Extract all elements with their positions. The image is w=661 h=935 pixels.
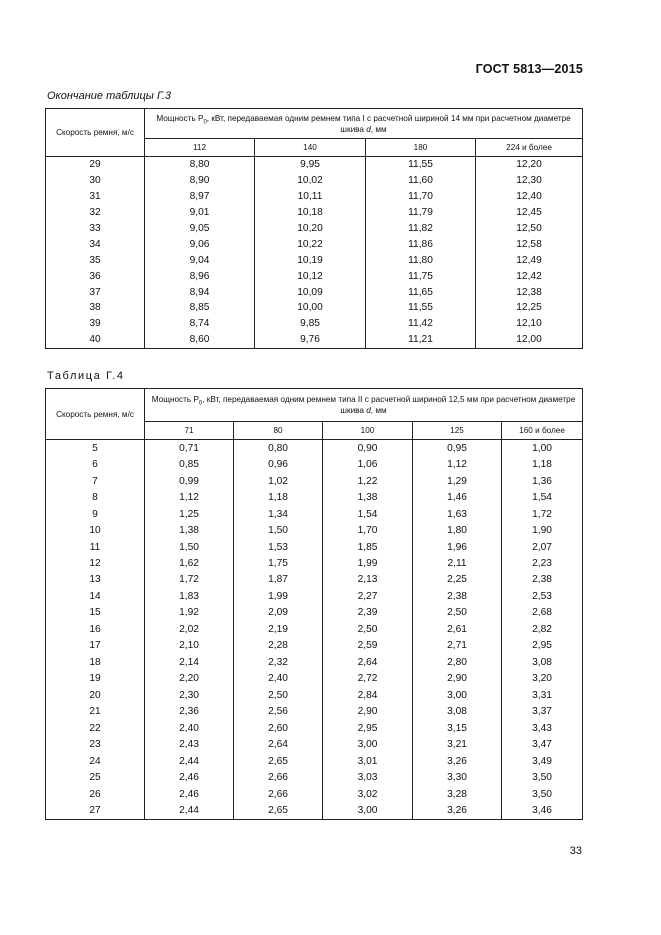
power-value-cell: 3,20	[502, 671, 583, 687]
power-value-cell: 2,84	[323, 687, 413, 703]
power-value-cell: 8,90	[145, 173, 255, 189]
power-value-cell: 1,92	[145, 605, 234, 621]
table-row	[46, 506, 583, 522]
table-row	[46, 802, 583, 819]
power-value-cell: 3,00	[323, 802, 413, 819]
power-header-post: , мм	[370, 124, 387, 134]
power-value-cell: 1,80	[413, 522, 502, 538]
power-value-cell: 3,30	[413, 769, 502, 785]
belt-speed-cell: 21	[46, 704, 145, 720]
table-row	[46, 736, 583, 752]
table-row	[46, 268, 583, 284]
power-value-cell: 3,49	[502, 753, 583, 769]
power-value-cell: 3,47	[502, 736, 583, 752]
power-value-cell: 1,38	[145, 522, 234, 538]
power-value-cell: 1,54	[323, 506, 413, 522]
belt-speed-cell: 11	[46, 539, 145, 555]
power-value-cell: 10,19	[255, 252, 366, 268]
table-row	[46, 654, 583, 670]
power-value-cell: 11,70	[366, 189, 476, 205]
power-value-cell: 8,74	[145, 316, 255, 332]
power-value-cell: 2,32	[234, 654, 323, 670]
power-value-cell: 0,96	[234, 456, 323, 472]
table-row	[46, 588, 583, 604]
table-row	[46, 284, 583, 300]
power-value-cell: 3,08	[502, 654, 583, 670]
belt-speed-cell: 38	[46, 300, 145, 316]
power-value-cell: 8,80	[145, 157, 255, 173]
power-value-cell: 10,12	[255, 268, 366, 284]
power-value-cell: 0,71	[145, 440, 234, 457]
power-value-cell: 2,44	[145, 802, 234, 819]
belt-speed-cell: 26	[46, 786, 145, 802]
belt-speed-cell: 12	[46, 555, 145, 571]
power-value-cell: 12,30	[476, 173, 583, 189]
power-value-cell: 10,00	[255, 300, 366, 316]
power-value-cell: 2,25	[413, 572, 502, 588]
power-value-cell: 2,27	[323, 588, 413, 604]
power-value-cell: 9,01	[145, 205, 255, 221]
table-row	[46, 786, 583, 802]
table-row	[46, 300, 583, 316]
power-value-cell: 1,83	[145, 588, 234, 604]
diameter-header: 160 и более	[502, 422, 583, 440]
power-header-variable: d	[366, 124, 371, 134]
power-value-cell: 11,75	[366, 268, 476, 284]
power-value-cell: 1,00	[502, 440, 583, 457]
power-value-cell: 12,25	[476, 300, 583, 316]
power-value-cell: 2,09	[234, 605, 323, 621]
table-row	[46, 173, 583, 189]
table-g3	[45, 108, 583, 349]
power-value-cell: 2,19	[234, 621, 323, 637]
power-value-cell: 1,38	[323, 489, 413, 505]
power-value-cell: 2,64	[234, 736, 323, 752]
power-value-cell: 9,76	[255, 332, 366, 348]
power-value-cell: 2,64	[323, 654, 413, 670]
power-value-cell: 1,12	[145, 489, 234, 505]
power-value-cell: 11,21	[366, 332, 476, 348]
belt-speed-cell: 39	[46, 316, 145, 332]
power-value-cell: 2,07	[502, 539, 583, 555]
power-header-post: , мм	[370, 406, 387, 415]
power-value-cell: 1,18	[234, 489, 323, 505]
belt-speed-cell: 19	[46, 671, 145, 687]
power-value-cell: 9,95	[255, 157, 366, 173]
power-value-cell: 2,66	[234, 786, 323, 802]
table-g3-caption: Окончание таблицы Г.3	[47, 90, 171, 102]
power-value-cell: 12,42	[476, 268, 583, 284]
power-value-cell: 2,53	[502, 588, 583, 604]
diameter-header: 140	[255, 139, 366, 157]
power-value-cell: 1,34	[234, 506, 323, 522]
power-value-cell: 1,63	[413, 506, 502, 522]
power-value-cell: 10,11	[255, 189, 366, 205]
power-value-cell: 2,60	[234, 720, 323, 736]
table-row	[46, 332, 583, 348]
power-value-cell: 9,05	[145, 221, 255, 237]
power-header-subscript: 0	[203, 119, 207, 126]
power-value-cell: 0,95	[413, 440, 502, 457]
power-value-cell: 2,65	[234, 753, 323, 769]
power-value-cell: 8,60	[145, 332, 255, 348]
power-value-cell: 12,40	[476, 189, 583, 205]
belt-speed-cell: 36	[46, 268, 145, 284]
belt-speed-cell: 34	[46, 236, 145, 252]
power-value-cell: 2,20	[145, 671, 234, 687]
power-value-cell: 2,10	[145, 638, 234, 654]
power-value-cell: 2,46	[145, 786, 234, 802]
power-value-cell: 2,72	[323, 671, 413, 687]
power-value-cell: 3,15	[413, 720, 502, 736]
belt-speed-cell: 29	[46, 157, 145, 173]
power-value-cell: 8,94	[145, 284, 255, 300]
speed-column-header: Скорость ремня, м/с	[46, 389, 145, 440]
table-row	[46, 221, 583, 237]
power-value-cell: 2,56	[234, 704, 323, 720]
diameter-header: 125	[413, 422, 502, 440]
table-row	[46, 189, 583, 205]
belt-speed-cell: 5	[46, 440, 145, 457]
power-value-cell: 1,72	[145, 572, 234, 588]
power-value-cell: 3,50	[502, 786, 583, 802]
belt-speed-cell: 30	[46, 173, 145, 189]
power-value-cell: 12,58	[476, 236, 583, 252]
power-value-cell: 0,80	[234, 440, 323, 457]
power-value-cell: 0,85	[145, 456, 234, 472]
power-value-cell: 2,02	[145, 621, 234, 637]
power-value-cell: 2,80	[413, 654, 502, 670]
belt-speed-cell: 13	[46, 572, 145, 588]
power-value-cell: 1,36	[502, 473, 583, 489]
table-row	[46, 572, 583, 588]
power-value-cell: 1,22	[323, 473, 413, 489]
diameter-header: 71	[145, 422, 234, 440]
power-value-cell: 3,01	[323, 753, 413, 769]
power-value-cell: 11,55	[366, 300, 476, 316]
power-value-cell: 12,49	[476, 252, 583, 268]
belt-speed-cell: 9	[46, 506, 145, 522]
power-header-pre: Мощность P	[151, 395, 199, 404]
power-value-cell: 12,50	[476, 221, 583, 237]
power-value-cell: 2,65	[234, 802, 323, 819]
table-row	[46, 555, 583, 571]
belt-speed-cell: 31	[46, 189, 145, 205]
power-value-cell: 2,50	[234, 687, 323, 703]
power-value-cell: 2,23	[502, 555, 583, 571]
power-column-header	[145, 389, 583, 422]
power-column-header	[145, 109, 583, 139]
table-row	[46, 671, 583, 687]
belt-speed-cell: 14	[46, 588, 145, 604]
speed-column-header: Скорость ремня, м/с	[46, 109, 145, 157]
power-value-cell: 2,66	[234, 769, 323, 785]
power-header-pre: Мощность P	[156, 113, 204, 123]
table-row	[46, 605, 583, 621]
power-value-cell: 11,80	[366, 252, 476, 268]
power-value-cell: 2,40	[234, 671, 323, 687]
power-value-cell: 3,02	[323, 786, 413, 802]
power-value-cell: 2,50	[413, 605, 502, 621]
belt-speed-cell: 33	[46, 221, 145, 237]
diameter-header: 80	[234, 422, 323, 440]
power-value-cell: 3,28	[413, 786, 502, 802]
power-value-cell: 3,46	[502, 802, 583, 819]
table-row	[46, 316, 583, 332]
power-value-cell: 3,26	[413, 802, 502, 819]
belt-speed-cell: 20	[46, 687, 145, 703]
table-row	[46, 687, 583, 703]
power-value-cell: 2,46	[145, 769, 234, 785]
table-row	[46, 252, 583, 268]
power-value-cell: 12,45	[476, 205, 583, 221]
power-value-cell: 3,21	[413, 736, 502, 752]
power-value-cell: 3,03	[323, 769, 413, 785]
power-value-cell: 1,02	[234, 473, 323, 489]
power-value-cell: 8,96	[145, 268, 255, 284]
power-value-cell: 2,95	[502, 638, 583, 654]
diameter-header: 224 и более	[476, 139, 583, 157]
belt-speed-cell: 10	[46, 522, 145, 538]
power-value-cell: 9,85	[255, 316, 366, 332]
power-value-cell: 0,90	[323, 440, 413, 457]
power-value-cell: 2,90	[323, 704, 413, 720]
power-value-cell: 1,96	[413, 539, 502, 555]
belt-speed-cell: 35	[46, 252, 145, 268]
table-row	[46, 539, 583, 555]
belt-speed-cell: 15	[46, 605, 145, 621]
table-row	[46, 440, 583, 457]
table-row	[46, 704, 583, 720]
power-value-cell: 8,97	[145, 189, 255, 205]
power-value-cell: 1,25	[145, 506, 234, 522]
belt-speed-cell: 25	[46, 769, 145, 785]
power-value-cell: 11,79	[366, 205, 476, 221]
document-code: ГОСТ 5813—2015	[475, 62, 583, 76]
power-value-cell: 1,72	[502, 506, 583, 522]
power-header-mid: , кВт, передаваемая одним ремнем типа II с расчетной шириной 12,5 мм при расчетном диаметре шкива	[202, 395, 576, 415]
power-value-cell: 3,37	[502, 704, 583, 720]
power-value-cell: 1,99	[323, 555, 413, 571]
power-value-cell: 12,00	[476, 332, 583, 348]
power-value-cell: 12,10	[476, 316, 583, 332]
belt-speed-cell: 22	[46, 720, 145, 736]
power-value-cell: 1,99	[234, 588, 323, 604]
power-value-cell: 2,39	[323, 605, 413, 621]
power-value-cell: 10,09	[255, 284, 366, 300]
power-value-cell: 2,68	[502, 605, 583, 621]
power-value-cell: 1,90	[502, 522, 583, 538]
belt-speed-cell: 40	[46, 332, 145, 348]
table-g4	[45, 388, 583, 820]
belt-speed-cell: 27	[46, 802, 145, 819]
belt-speed-cell: 17	[46, 638, 145, 654]
power-value-cell: 1,53	[234, 539, 323, 555]
power-value-cell: 1,87	[234, 572, 323, 588]
power-value-cell: 1,70	[323, 522, 413, 538]
table-row	[46, 236, 583, 252]
power-value-cell: 3,31	[502, 687, 583, 703]
power-header-subscript: 0	[198, 400, 203, 407]
belt-speed-cell: 18	[46, 654, 145, 670]
belt-speed-cell: 16	[46, 621, 145, 637]
table-row	[46, 720, 583, 736]
power-value-cell: 3,26	[413, 753, 502, 769]
belt-speed-cell: 6	[46, 456, 145, 472]
power-value-cell: 10,20	[255, 221, 366, 237]
power-value-cell: 1,18	[502, 456, 583, 472]
power-value-cell: 1,50	[234, 522, 323, 538]
power-value-cell: 1,46	[413, 489, 502, 505]
power-value-cell: 1,75	[234, 555, 323, 571]
power-value-cell: 3,50	[502, 769, 583, 785]
power-value-cell: 3,00	[323, 736, 413, 752]
power-header-variable: d	[366, 406, 371, 415]
power-value-cell: 1,06	[323, 456, 413, 472]
table-row	[46, 522, 583, 538]
power-value-cell: 2,13	[323, 572, 413, 588]
power-value-cell: 2,38	[502, 572, 583, 588]
power-value-cell: 1,54	[502, 489, 583, 505]
table-row	[46, 753, 583, 769]
power-value-cell: 2,50	[323, 621, 413, 637]
belt-speed-cell: 32	[46, 205, 145, 221]
power-value-cell: 2,44	[145, 753, 234, 769]
power-value-cell: 11,65	[366, 284, 476, 300]
power-value-cell: 2,38	[413, 588, 502, 604]
table-row	[46, 205, 583, 221]
power-value-cell: 11,82	[366, 221, 476, 237]
power-value-cell: 2,28	[234, 638, 323, 654]
power-value-cell: 11,86	[366, 236, 476, 252]
power-value-cell: 2,71	[413, 638, 502, 654]
power-value-cell: 1,29	[413, 473, 502, 489]
page-number: 33	[569, 845, 582, 857]
power-value-cell: 1,62	[145, 555, 234, 571]
power-value-cell: 2,30	[145, 687, 234, 703]
table-row	[46, 157, 583, 173]
power-value-cell: 2,40	[145, 720, 234, 736]
table-row	[46, 489, 583, 505]
power-value-cell: 10,18	[255, 205, 366, 221]
diameter-header: 112	[145, 139, 255, 157]
power-value-cell: 11,60	[366, 173, 476, 189]
power-value-cell: 2,90	[413, 671, 502, 687]
diameter-header: 100	[323, 422, 413, 440]
power-value-cell: 11,42	[366, 316, 476, 332]
power-value-cell: 1,50	[145, 539, 234, 555]
power-value-cell: 12,38	[476, 284, 583, 300]
belt-speed-cell: 8	[46, 489, 145, 505]
power-value-cell: 3,08	[413, 704, 502, 720]
power-value-cell: 2,43	[145, 736, 234, 752]
power-value-cell: 2,14	[145, 654, 234, 670]
power-value-cell: 2,82	[502, 621, 583, 637]
power-value-cell: 9,06	[145, 236, 255, 252]
power-value-cell: 10,22	[255, 236, 366, 252]
power-value-cell: 2,11	[413, 555, 502, 571]
table-row	[46, 473, 583, 489]
power-header-mid: , кВт, передаваемая одним ремнем типа I с расчетной шириной 14 мм при расчетном диаметре шкива	[206, 113, 571, 134]
power-value-cell: 8,85	[145, 300, 255, 316]
power-value-cell: 2,61	[413, 621, 502, 637]
table-row	[46, 621, 583, 637]
belt-speed-cell: 7	[46, 473, 145, 489]
belt-speed-cell: 23	[46, 736, 145, 752]
table-row	[46, 769, 583, 785]
power-value-cell: 10,02	[255, 173, 366, 189]
belt-speed-cell: 24	[46, 753, 145, 769]
power-value-cell: 11,55	[366, 157, 476, 173]
table-row	[46, 638, 583, 654]
power-value-cell: 3,43	[502, 720, 583, 736]
table-g4-caption: Таблица Г.4	[47, 370, 125, 382]
belt-speed-cell: 37	[46, 284, 145, 300]
power-value-cell: 2,59	[323, 638, 413, 654]
power-value-cell: 2,95	[323, 720, 413, 736]
power-value-cell: 2,36	[145, 704, 234, 720]
table-row	[46, 456, 583, 472]
power-value-cell: 3,00	[413, 687, 502, 703]
power-value-cell: 0,99	[145, 473, 234, 489]
power-value-cell: 1,85	[323, 539, 413, 555]
diameter-header: 180	[366, 139, 476, 157]
power-value-cell: 1,12	[413, 456, 502, 472]
power-value-cell: 12,20	[476, 157, 583, 173]
power-value-cell: 9,04	[145, 252, 255, 268]
